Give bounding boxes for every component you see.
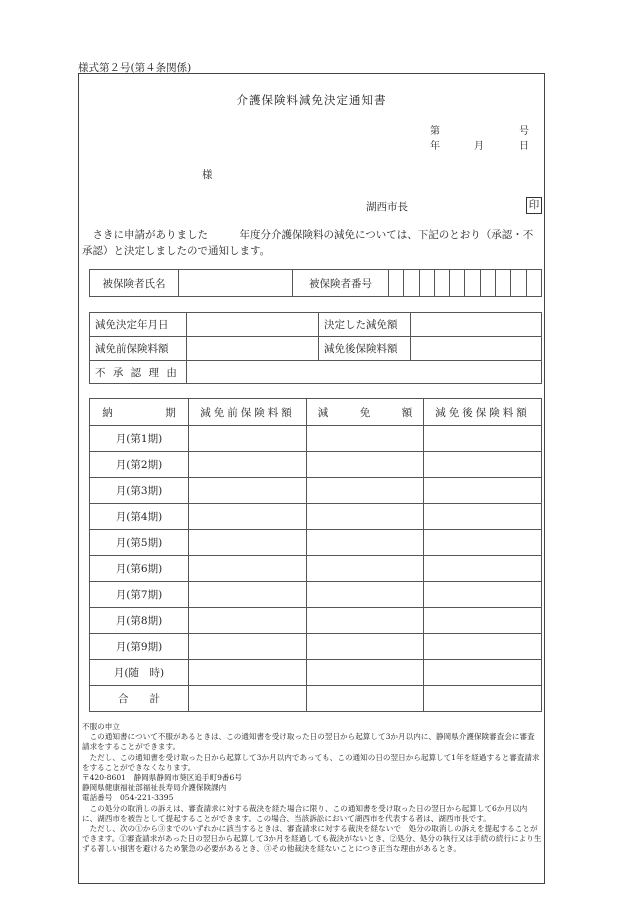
appeal-notes: [82, 722, 542, 878]
decided-reduction-field: [411, 313, 542, 337]
insured-number-digit-cell: [480, 270, 495, 297]
premium-after-cell: [424, 426, 542, 452]
insured-number-digit-cell: [496, 270, 511, 297]
period-label: 月(第7期): [90, 582, 189, 608]
notes-paragraph: ただし、この通知書を受け取った日から起算して3か月以内であっても、この通知の日の翌日から起算して1年を経過すると審査請求をすることができなくなります。: [82, 752, 540, 772]
premium-before-cell: [189, 478, 307, 504]
premium-before-field: [187, 337, 319, 361]
premium-after-total-cell: [424, 686, 542, 712]
insured-number-digit-cell: [465, 270, 480, 297]
decision-date-label: 減免決定年月日: [90, 313, 187, 337]
reduction-cell: [307, 504, 424, 530]
notes-paragraph: ただし、次の①から③までのいずれかに該当するときは、審査請求に対する裁決を経ないで 処分の取消しの訴えを提起することができます。①審査請求があった日の翌日から起算して3か月を経過しても裁決がないとき、②処分、処分の執行又は手続の続行により生ずる著しい損害を避けるため緊急の必要があるとき、③その他裁決を経ないことにつき正当な理由があるとき。: [82, 824, 542, 854]
table-row: [90, 313, 542, 337]
document-title: 介護保険料減免決定通知書: [236, 93, 387, 107]
header-due-period: 納 期: [90, 399, 189, 426]
period-label: 月(第8期): [90, 608, 189, 634]
period-label: 月(第6期): [90, 556, 189, 582]
premium-before-cell: [189, 530, 307, 556]
premium-after-label: 減免後保険料額: [319, 337, 411, 361]
number-suffix: 号: [519, 126, 529, 137]
table-row: [90, 634, 542, 660]
table-row: [90, 504, 542, 530]
installments-table: [89, 398, 542, 712]
insured-number-digit-cell: [511, 270, 526, 297]
notes-phone: 電話番号 054-221-3395: [82, 793, 174, 803]
premium-after-cell: [424, 504, 542, 530]
decision-date-field: [187, 313, 319, 337]
period-label: 月(第9期): [90, 634, 189, 660]
table-total-row: [90, 686, 542, 712]
premium-before-cell: [189, 582, 307, 608]
table-row: [90, 337, 542, 361]
insured-number-digit-cell: [526, 270, 541, 297]
notes-paragraph: この通知書について不服があるときは、この通知書を受け取った日の翌日から起算して3か月以内に、静岡県介護保険審査会に審査請求をすることができます。: [82, 732, 535, 752]
intro-paragraph: さきに申請がありました 年度分介護保険料の減免については、下記のとおり（承認・不承認）と決定しましたので通知します。: [82, 229, 534, 257]
premium-before-cell: [189, 660, 307, 686]
premium-after-cell: [424, 582, 542, 608]
table-row: [90, 660, 542, 686]
table-row: [90, 530, 542, 556]
period-label: 月(随 時): [90, 660, 189, 686]
premium-before-cell: [189, 452, 307, 478]
rejection-reason-field: [187, 361, 542, 384]
header-premium-after: 減免後保険料額: [424, 399, 542, 426]
date-day: 日: [519, 141, 529, 152]
insured-name-label: 被保険者氏名: [90, 270, 179, 297]
total-label: 合 計: [90, 686, 189, 712]
reduction-cell: [307, 478, 424, 504]
decision-table: [89, 312, 542, 384]
period-label: 月(第2期): [90, 452, 189, 478]
period-label: 月(第1期): [90, 426, 189, 452]
table-row: [90, 361, 542, 384]
premium-after-cell: [424, 478, 542, 504]
table-row: [90, 426, 542, 452]
notes-heading: 不服の申立: [82, 722, 120, 731]
seal-box: 印: [526, 197, 542, 214]
insured-name-field: [179, 270, 293, 297]
period-label: 月(第4期): [90, 504, 189, 530]
reduction-cell: [307, 608, 424, 634]
premium-before-cell: [189, 504, 307, 530]
insured-number-digit-cell: [389, 270, 404, 297]
header-reduction-amount: 減 免 額: [307, 399, 424, 426]
insured-number-digit-cell: [419, 270, 434, 297]
insured-number-digit-cell: [434, 270, 449, 297]
header-premium-before: 減免前保険料額: [189, 399, 307, 426]
premium-before-total-cell: [189, 686, 307, 712]
insured-number-digit-cell: [450, 270, 465, 297]
date-month: 月: [474, 141, 484, 152]
decided-reduction-label: 決定した減免額: [319, 313, 411, 337]
premium-before-cell: [189, 634, 307, 660]
addressee-suffix: 様: [202, 169, 213, 181]
reduction-cell: [307, 452, 424, 478]
reduction-total-cell: [307, 686, 424, 712]
reduction-cell: [307, 426, 424, 452]
premium-before-cell: [189, 608, 307, 634]
notes-office: 静岡県健康福祉部福祉長寿局介護保険課内: [82, 783, 227, 793]
insured-number-digit-cell: [404, 270, 419, 297]
premium-after-cell: [424, 634, 542, 660]
rejection-reason-label: 不 承 認 理 由: [90, 361, 187, 384]
reduction-cell: [307, 556, 424, 582]
notes-address: 〒420-8601 静岡県静岡市葵区追手町9番6号: [82, 773, 242, 783]
table-row: [90, 556, 542, 582]
reduction-cell: [307, 582, 424, 608]
reduction-cell: [307, 530, 424, 556]
date-year: 年: [430, 141, 440, 152]
premium-after-cell: [424, 452, 542, 478]
premium-after-cell: [424, 660, 542, 686]
insured-table: [89, 269, 542, 297]
notes-paragraph: この処分の取消しの訴えは、審査請求に対する裁決を経た場合に限り、この通知書を受け取った日の翌日から起算して6か月以内に、湖西市を被告として提起することができます。この場合、当該訴訟において湖西市を代表する者は、湖西市長です。: [82, 803, 528, 823]
reduction-cell: [307, 660, 424, 686]
premium-after-cell: [424, 556, 542, 582]
form-id: 様式第２号(第４条関係): [78, 62, 192, 74]
table-row: [90, 608, 542, 634]
table-row: [90, 582, 542, 608]
table-row: [90, 452, 542, 478]
number-prefix: 第: [430, 126, 440, 137]
table-header-row: [90, 399, 542, 426]
premium-before-cell: [189, 426, 307, 452]
premium-before-cell: [189, 556, 307, 582]
insured-number-label: 被保険者番号: [293, 270, 389, 297]
issuer: 湖西市長: [366, 201, 408, 213]
period-label: 月(第5期): [90, 530, 189, 556]
premium-after-field: [411, 337, 542, 361]
period-label: 月(第3期): [90, 478, 189, 504]
reduction-cell: [307, 634, 424, 660]
premium-after-cell: [424, 608, 542, 634]
premium-after-cell: [424, 530, 542, 556]
premium-before-label: 減免前保険料額: [90, 337, 187, 361]
table-row: [90, 478, 542, 504]
